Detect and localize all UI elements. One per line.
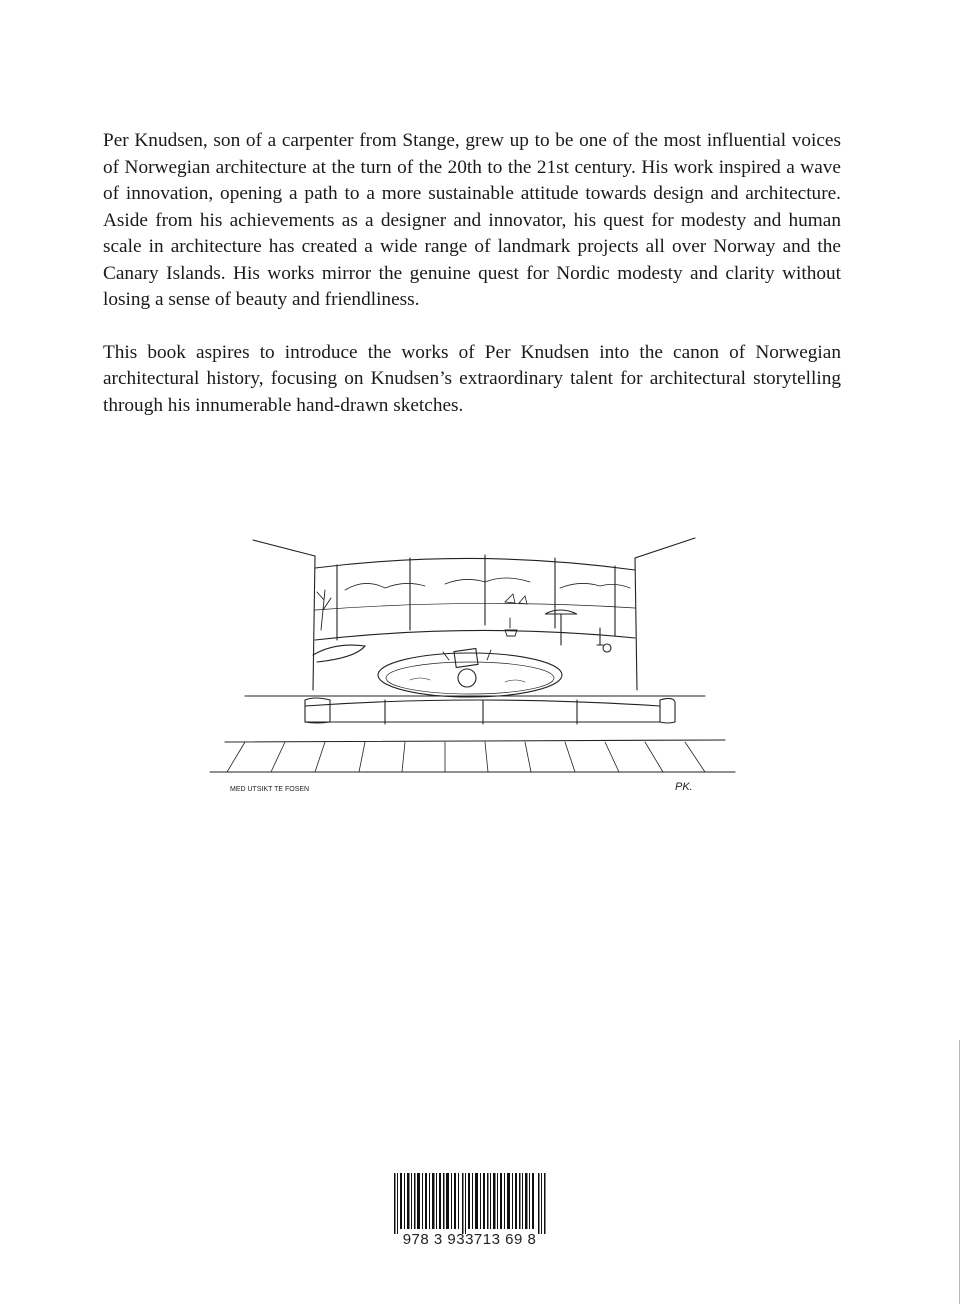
floor-illustration xyxy=(210,696,735,772)
hot-tub-illustration xyxy=(378,649,562,697)
page-edge-line xyxy=(959,1040,960,1304)
barcode-bars xyxy=(392,1173,547,1234)
architectural-sketch xyxy=(205,510,740,800)
paragraph-1: Per Knudsen, son of a carpenter from Stange, grew up to be one of the most influential voices of Norwegian architecture at the turn of the 20th to the 21st century. His work inspired a wave of innovation, opening a path to a more sustainable attitude towards design and architecture. Aside from his achievements as a designer and innovator, his quest for modesty and human scale in architecture has created a wide range of landmark projects all over Norway and the Canary Islands. His works mirror the genuine quest for Nordic modesty and clarity without losing a sense of beauty and friendliness. xyxy=(103,130,841,310)
paragraph-2: This book aspires to introduce the works of Per Knudsen into the canon of Norwegian architectural history, focusing on Knudsen’s extraordinary talent for architectural storytelling through his innumerable hand-drawn sketches. xyxy=(103,341,841,416)
sketch-caption: MED UTSIKT TE FOSEN xyxy=(230,786,310,793)
isbn-number: 978 3 933713 69 8 xyxy=(402,1231,537,1248)
left-wall-illustration xyxy=(253,540,315,695)
sketch-signature: PK. xyxy=(675,781,693,793)
bench-illustration xyxy=(313,645,365,662)
window-frame-illustration xyxy=(315,555,635,640)
back-cover-text xyxy=(103,128,841,419)
right-wall-illustration xyxy=(635,538,695,698)
isbn-barcode xyxy=(392,1173,547,1253)
